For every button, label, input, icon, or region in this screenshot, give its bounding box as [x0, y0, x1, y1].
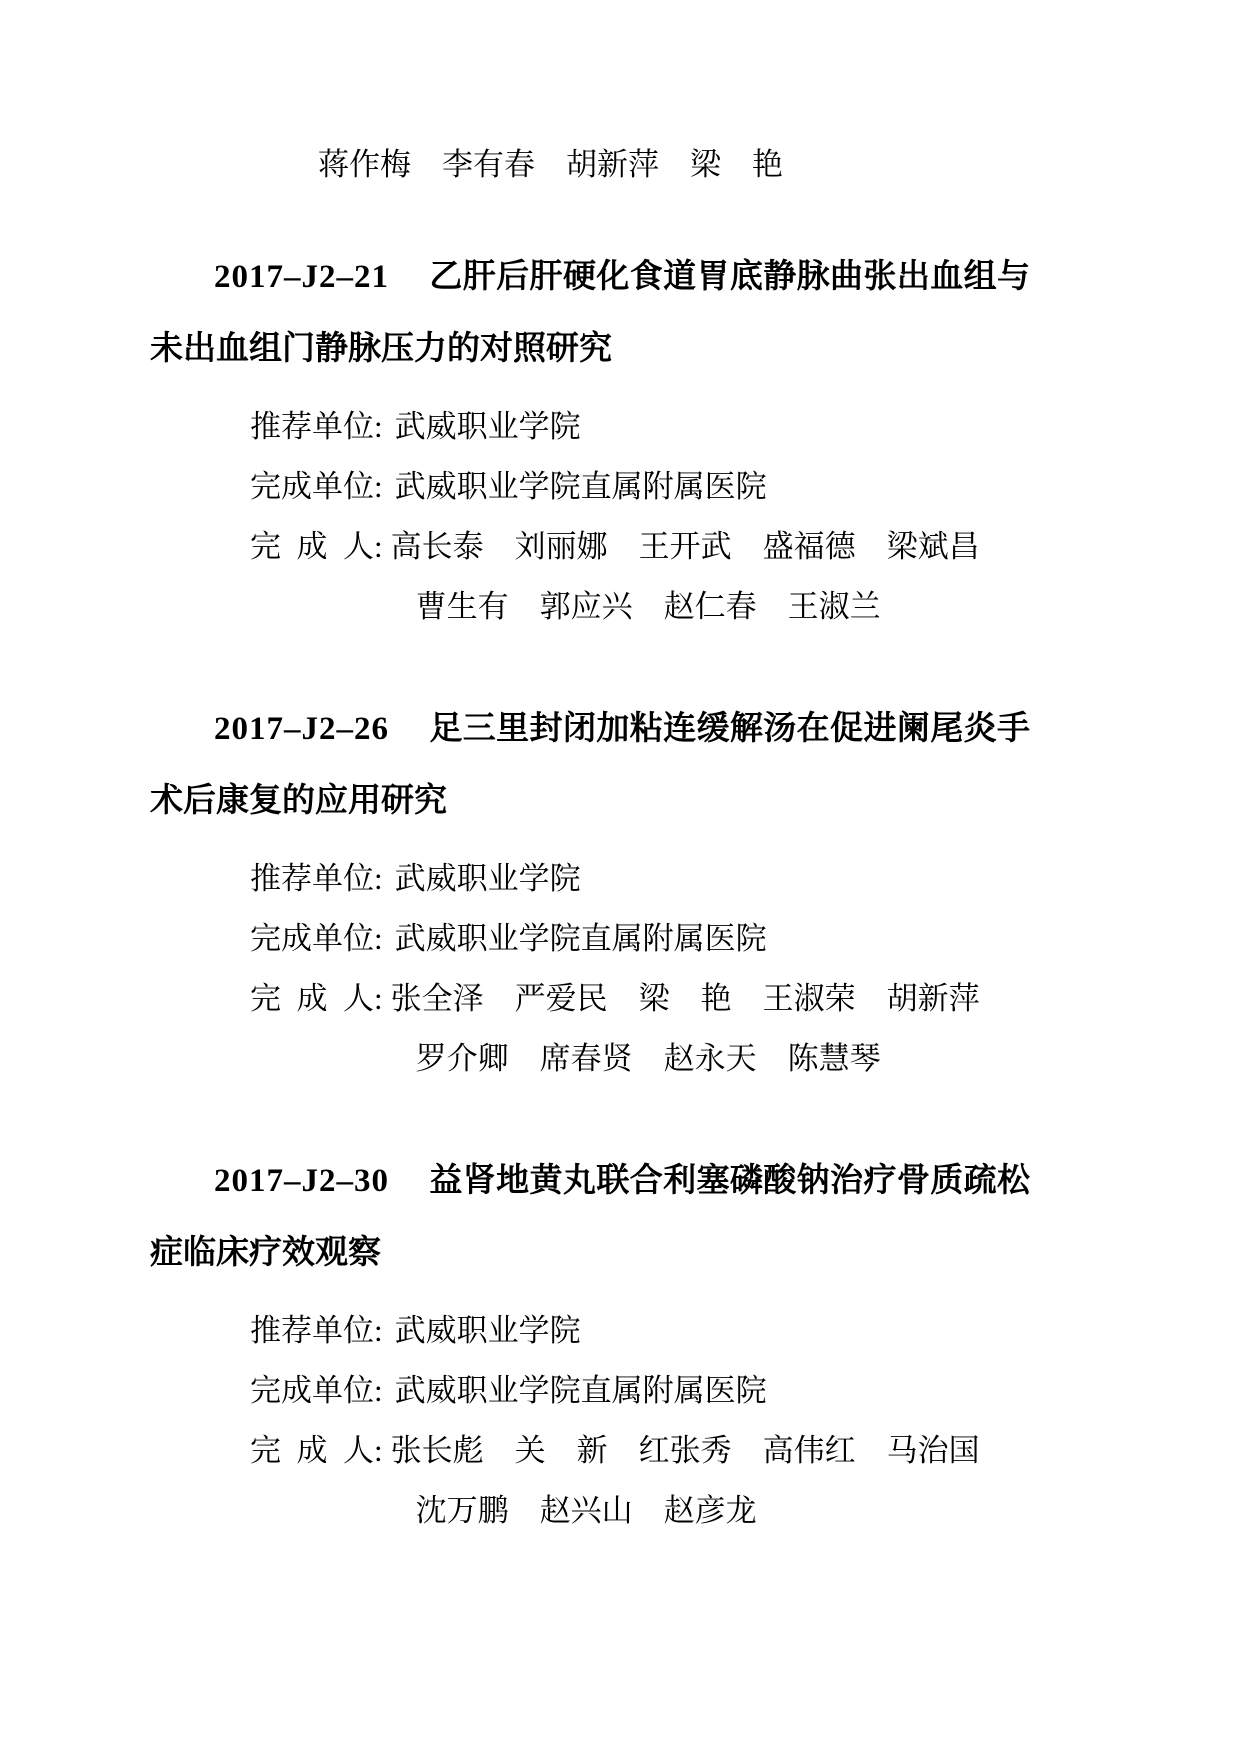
completing-unit-row	[150, 457, 1030, 517]
completers-label: 完 成 人:	[250, 981, 383, 1016]
award-code: 2017–J2–30	[214, 1163, 389, 1199]
completing-unit-row	[150, 909, 1030, 969]
recommending-unit-value: 武威职业学院	[394, 409, 581, 444]
award-code: 2017–J2–21	[214, 259, 389, 295]
award-entry-2	[150, 693, 1030, 1089]
recommending-unit-row	[150, 849, 1030, 909]
award-fields	[150, 849, 1030, 1089]
completing-unit-value: 武威职业学院直属附属医院	[394, 921, 767, 956]
award-title-text: 足三里封闭加粘连缓解汤在促进阑尾炎手术后康复的应用研究	[150, 711, 1030, 819]
award-heading	[150, 1145, 1030, 1289]
recommending-unit-label: 推荐单位:	[250, 1313, 383, 1348]
completers-line-1: 张全泽 严爱民 梁 艳 王淑荣 胡新萍	[390, 981, 980, 1016]
completers-line-2: 罗介卿 席春贤 赵永天 陈慧琴	[415, 1041, 881, 1076]
completers-row	[250, 517, 1030, 637]
award-fields	[150, 397, 1030, 637]
completers-line-1: 高长泰 刘丽娜 王开武 盛福德 梁斌昌	[390, 529, 980, 564]
completers-names	[391, 969, 980, 1089]
award-title-text: 乙肝后肝硬化食道胃底静脉曲张出血组与未出血组门静脉压力的对照研究	[150, 259, 1030, 367]
completers-names	[391, 1421, 980, 1541]
completing-unit-row	[150, 1361, 1030, 1421]
completing-unit-value: 武威职业学院直属附属医院	[394, 469, 767, 504]
award-code: 2017–J2–26	[214, 711, 389, 747]
award-entry-3	[150, 1145, 1030, 1541]
recommending-unit-label: 推荐单位:	[250, 861, 383, 896]
continuation-names: 蒋作梅 李有春 胡新萍 梁 艳	[318, 147, 783, 182]
recommending-unit-value: 武威职业学院	[394, 1313, 581, 1348]
award-fields	[150, 1301, 1030, 1541]
completers-label: 完 成 人:	[250, 1433, 383, 1468]
completers-row	[250, 1421, 1030, 1541]
completers-line-2: 曹生有 郭应兴 赵仁春 王淑兰	[415, 589, 881, 624]
award-heading	[150, 241, 1030, 385]
award-title-text: 益肾地黄丸联合利塞磷酸钠治疗骨质疏松症临床疗效观察	[150, 1163, 1030, 1271]
recommending-unit-label: 推荐单位:	[250, 409, 383, 444]
completers-label: 完 成 人:	[250, 529, 383, 564]
completing-unit-label: 完成单位:	[250, 1373, 383, 1408]
completers-row	[250, 969, 1030, 1089]
completers-line-1: 张长彪 关 新 红张秀 高伟红 马治国	[390, 1433, 980, 1468]
recommending-unit-row	[150, 397, 1030, 457]
completing-unit-label: 完成单位:	[250, 921, 383, 956]
completing-unit-label: 完成单位:	[250, 469, 383, 504]
award-entry-1	[150, 241, 1030, 637]
award-heading	[150, 693, 1030, 837]
completing-unit-value: 武威职业学院直属附属医院	[394, 1373, 767, 1408]
completers-line-2: 沈万鹏 赵兴山 赵彦龙	[415, 1493, 757, 1528]
recommending-unit-value: 武威职业学院	[394, 861, 581, 896]
recommending-unit-row	[150, 1301, 1030, 1361]
completers-names	[391, 517, 980, 637]
